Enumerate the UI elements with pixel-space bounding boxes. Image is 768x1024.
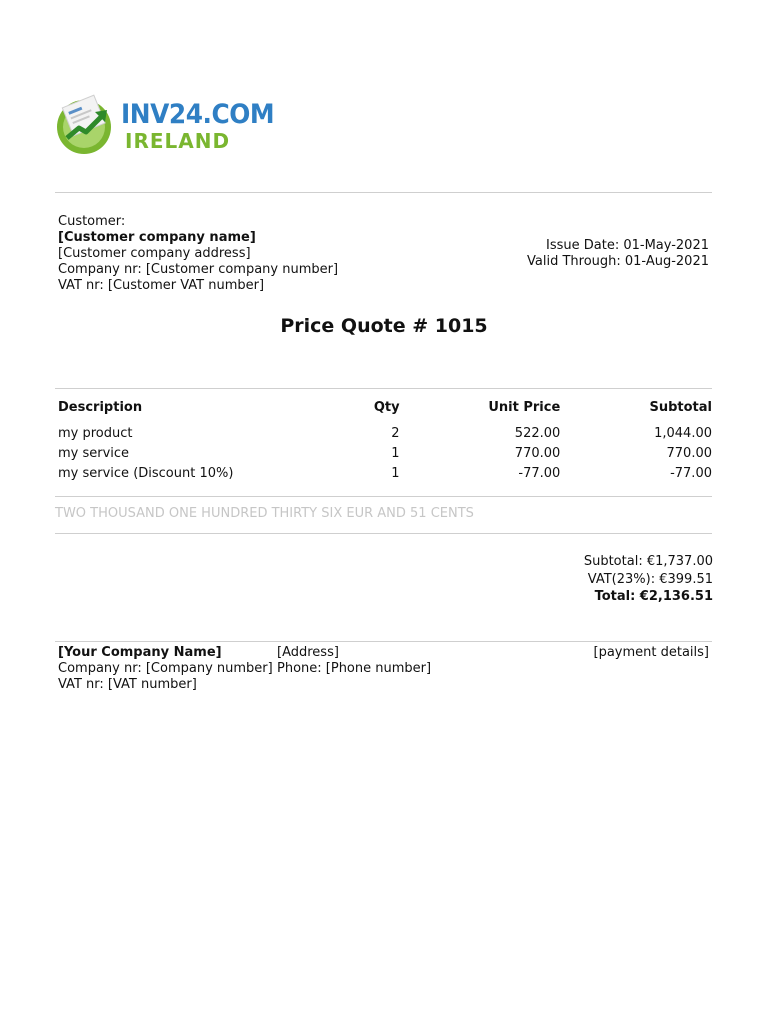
row-description: my service — [58, 446, 130, 461]
row-subtotal: -77.00 — [670, 466, 712, 481]
document-title: Price Quote # 1015 — [280, 315, 488, 337]
footer-vat-number: VAT nr: [VAT number] — [58, 677, 197, 692]
totals-block — [413, 553, 713, 606]
divider-words — [55, 533, 712, 534]
customer-block — [58, 214, 438, 294]
customer-company-number: Company nr: [Customer company number] — [58, 262, 339, 277]
row-subtotal: 1,044.00 — [654, 426, 712, 441]
footer-company — [58, 645, 278, 693]
row-qty: 1 — [391, 466, 400, 481]
footer-company-number: Company nr: [Company number] — [58, 661, 273, 676]
logo-brand-region: IRELAND — [125, 129, 231, 153]
totals-vat: VAT(23%): €399.51 — [587, 571, 713, 587]
line-items-table — [58, 398, 712, 484]
row-description: my service (Discount 10%) — [58, 466, 234, 481]
customer-label: Customer: — [58, 214, 126, 229]
invoice-growth-arrow-icon — [55, 94, 117, 156]
footer-address: [Address] — [277, 645, 339, 660]
customer-vat-number: VAT nr: [Customer VAT number] — [58, 278, 265, 293]
logo-brand-name: INV24.COM — [121, 99, 275, 130]
header-description: Description — [58, 400, 143, 415]
amount-in-words: TWO THOUSAND ONE HUNDRED THIRTY SIX EUR AND 51 CENTS — [55, 506, 474, 521]
customer-company-name: [Customer company name] — [58, 230, 256, 245]
table-row — [58, 464, 712, 484]
footer-company-name: [Your Company Name] — [58, 645, 222, 660]
totals-subtotal: Subtotal: €1,737.00 — [583, 554, 713, 569]
issue-date: Issue Date: 01-May-2021 — [546, 238, 709, 253]
header-qty: Qty — [373, 400, 400, 415]
divider-table-bottom — [55, 496, 712, 497]
row-qty: 1 — [391, 446, 400, 461]
valid-through-date: Valid Through: 01-Aug-2021 — [527, 254, 709, 269]
row-unit-price: 522.00 — [514, 426, 561, 441]
row-unit-price: -77.00 — [518, 466, 561, 481]
header-unit-price: Unit Price — [488, 400, 561, 415]
row-unit-price: 770.00 — [514, 446, 561, 461]
table-row — [58, 444, 712, 464]
company-logo — [55, 94, 275, 156]
header-subtotal: Subtotal — [649, 400, 712, 415]
quote-dates — [409, 238, 709, 270]
row-qty: 2 — [391, 426, 400, 441]
footer-phone: Phone: [Phone number] — [277, 661, 432, 676]
row-subtotal: 770.00 — [666, 446, 712, 461]
divider-table-top — [55, 388, 712, 389]
divider-top — [55, 192, 712, 193]
totals-total: Total: €2,136.51 — [594, 589, 713, 604]
table-header-row — [58, 398, 712, 424]
footer-contact — [277, 645, 517, 677]
footer-payment-details: [payment details] — [593, 645, 709, 660]
row-description: my product — [58, 426, 133, 441]
divider-footer — [55, 641, 712, 642]
customer-address: [Customer company address] — [58, 246, 251, 261]
table-row — [58, 424, 712, 444]
